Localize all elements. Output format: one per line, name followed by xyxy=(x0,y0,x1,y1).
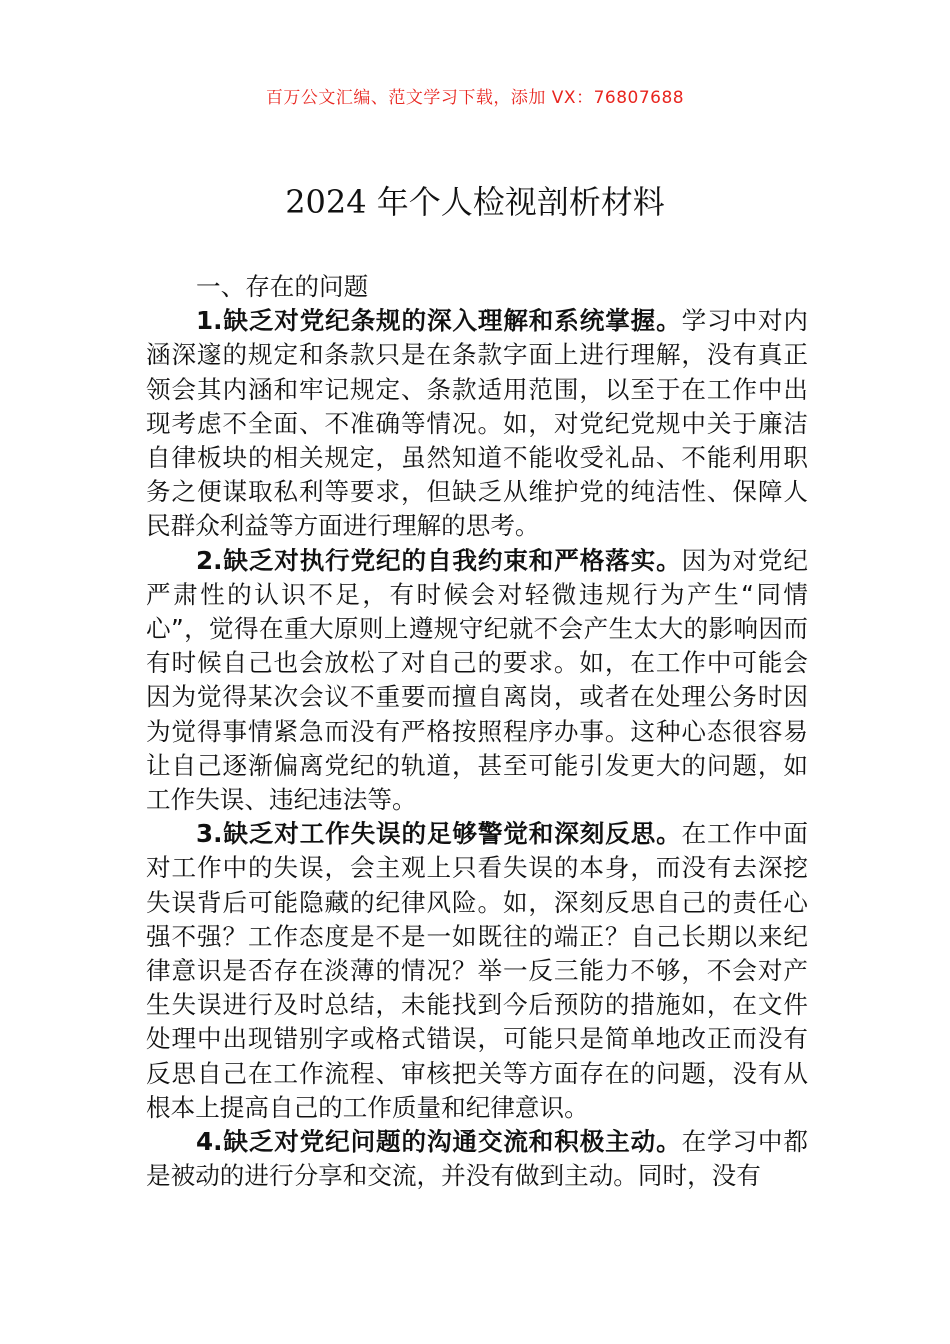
paragraph-text: 在学习中都是被动的进行分享和交流，并没有做到主动。同时，没有 xyxy=(146,1127,808,1191)
paragraph-text: 因为对党纪严肃性的认识不足，有时候会对轻微违规行为产生“同情心”，觉得在重大原则上遵规守纪就不会产生太大的影响因而有时候自己也会放松了对自己的要求。如，在工作中可能会因为觉得某次会议不重要而擅自离岗，或者在处理公务时因为觉得事情紧急而没有严格按照程序办事。这种心态很容易让自己逐渐偏离党纪的轨道，甚至可能引发更大的问题，如工作失误、违纪违法等。 xyxy=(146,545,808,815)
header-watermark-note: 百万公文汇编、范文学习下载，添加 VX：76807688 xyxy=(265,88,685,108)
paragraph-text: 学习中对内涵深邃的规定和条款只是在条款字面上进行理解，没有真正领会其内涵和牢记规定、条款适用范围，以至于在工作中出现考虑不全面、不准确等情况。如，对党纪党规中关于廉洁自律板块的相关规定，虽然知道不能收受礼品、不能利用职务之便谋取私利等要求，但缺乏从维护党的纯洁性、保障人民群众利益等方面进行理解的思考。 xyxy=(146,306,808,541)
paragraph-3 xyxy=(146,817,808,1125)
paragraph-lead: 3.缺乏对工作失误的足够警觉和深刻反思。 xyxy=(196,819,682,849)
document-body xyxy=(146,270,808,1193)
section-heading: 一、存在的问题 xyxy=(196,272,369,301)
paragraph-lead: 4.缺乏对党纪问题的沟通交流和积极主动。 xyxy=(196,1127,682,1157)
paragraph-lead: 1.缺乏对党纪条规的深入理解和系统掌握。 xyxy=(196,306,682,336)
paragraph-1 xyxy=(146,304,808,543)
paragraph-4 xyxy=(146,1125,808,1193)
paragraph-lead: 2.缺乏对执行党纪的自我约束和严格落实。 xyxy=(196,545,682,575)
paragraph-2 xyxy=(146,544,808,818)
paragraph-text: 在工作中面对工作中的失误，会主观上只看失误的本身，而没有去深挖失误背后可能隐藏的纪律风险。如，深刻反思自己的责任心强不强？工作态度是不是一如既往的端正？自己长期以来纪律意识是否存在淡薄的情况？举一反三能力不够，不会对产生失误进行及时总结，未能找到今后预防的措施如，在文件处理中出现错别字或格式错误，可能只是简单地改正而没有反思自己在工作流程、审核把关等方面存在的问题，没有从根本上提高自己的工作质量和纪律意识。 xyxy=(146,819,808,1122)
page-title: 2024 年个人检视剖析材料 xyxy=(285,183,665,221)
